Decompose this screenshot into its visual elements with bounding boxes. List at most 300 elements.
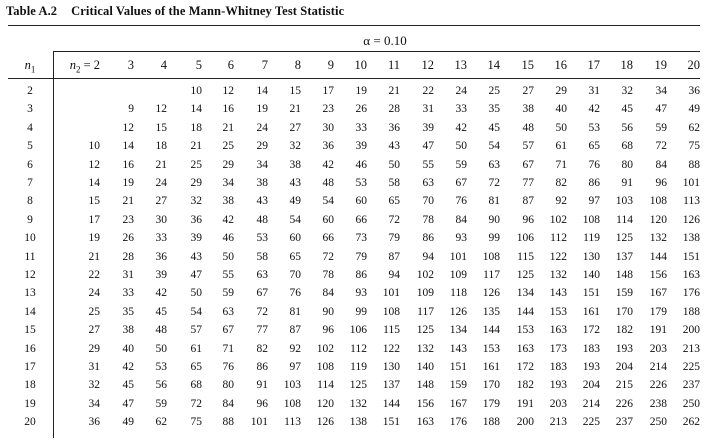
table-cell: 26 (122, 232, 134, 245)
table-cell: 101 (449, 250, 467, 263)
table-cell: 102 (416, 269, 434, 281)
table-cell: 14 (190, 103, 202, 116)
table-cell: 28 (122, 250, 134, 263)
table-cell: 31 (88, 361, 100, 373)
table-cell: 250 (682, 397, 700, 410)
table-cell: 112 (350, 342, 367, 355)
table-cell: 68 (190, 379, 202, 392)
table-cell: 46 (355, 158, 367, 171)
table-cell: 60 (322, 213, 334, 226)
table-cell: 122 (549, 250, 567, 263)
table-cell: 48 (522, 121, 534, 134)
table-cell: 76 (289, 287, 301, 300)
alpha-label: α = 0.10 (363, 33, 407, 48)
table-cell: 76 (222, 361, 234, 373)
table-cell: 59 (222, 287, 234, 300)
table-cell: 94 (388, 269, 400, 281)
table-cell: 48 (256, 213, 268, 226)
table-cell: 47 (190, 269, 202, 281)
table-cell: 93 (455, 232, 467, 245)
table-cell: 193 (615, 342, 633, 355)
table-cell: 134 (516, 287, 534, 300)
table-cell: 39 (422, 121, 434, 134)
table-cell: 62 (155, 416, 167, 429)
table-cell: 27 (289, 121, 301, 134)
table-cell: 193 (549, 379, 567, 392)
table-cell: 126 (482, 287, 500, 300)
table-cell: 183 (549, 361, 567, 373)
table-cell: 163 (516, 342, 534, 355)
table-cell: 215 (615, 379, 633, 392)
table-cell: 50 (222, 250, 234, 263)
table-cell: 204 (582, 379, 600, 392)
table-cell: 61 (190, 342, 202, 355)
table-cell: 151 (682, 250, 700, 263)
table-cell: 108 (582, 213, 600, 226)
table-cell: 43 (289, 177, 301, 189)
table-cell: 21 (122, 195, 134, 208)
table-cell: 54 (322, 195, 334, 208)
table-cell: 87 (289, 324, 301, 337)
table-cell: 63 (256, 269, 268, 281)
table-cell: 47 (122, 397, 134, 410)
table-cell: 34 (655, 85, 667, 97)
table-cell: 159 (615, 287, 633, 300)
table-cell: 42 (322, 158, 334, 171)
table-cell: 24 (155, 177, 167, 189)
table-cell: 50 (155, 342, 167, 355)
table-cell: 88 (222, 416, 234, 429)
table-cell: 34 (222, 177, 234, 189)
table-cell: 15 (289, 85, 301, 97)
table-cell: 237 (615, 416, 633, 429)
table-cell: 22 (88, 269, 100, 281)
table-cell: 25 (190, 158, 202, 171)
column-header: 14 (487, 58, 500, 72)
table-cell: 27 (88, 324, 100, 337)
table-cell: 173 (549, 342, 567, 355)
table-cell: 9 (128, 103, 134, 116)
table-cell: 66 (355, 213, 367, 226)
table-cell: 182 (615, 324, 633, 337)
table-cell: 102 (316, 342, 334, 355)
table-cell: 170 (482, 379, 500, 392)
table-cell: 78 (422, 213, 434, 226)
table-cell: 114 (616, 213, 633, 226)
table-cell: 108 (649, 195, 667, 208)
row-label-n1: 18 (24, 379, 36, 392)
table-cell: 188 (682, 305, 700, 318)
table-cell: 15 (88, 195, 100, 208)
table-cell: 82 (256, 342, 268, 355)
table-cell: 140 (582, 269, 600, 281)
table-cell: 135 (482, 305, 500, 318)
table-cell: 60 (355, 195, 367, 208)
row-label-n1: 3 (27, 103, 33, 116)
table-cell: 30 (155, 213, 167, 226)
table-cell: 65 (289, 250, 301, 263)
table-cell: 84 (655, 158, 667, 171)
table-cell: 101 (382, 287, 400, 300)
table-cell: 72 (256, 305, 268, 318)
column-header: 7 (261, 58, 268, 72)
table-cell: 77 (522, 177, 534, 189)
table-cell: 72 (190, 397, 202, 410)
table-cell: 112 (550, 232, 567, 245)
row-label-n1: 10 (24, 232, 36, 245)
table-cell: 120 (316, 397, 334, 410)
table-cell: 125 (516, 269, 534, 281)
table-cell: 36 (88, 416, 100, 429)
table-cell: 87 (522, 195, 534, 208)
table-title: Critical Values of the Mann-Whitney Test Statistic (71, 4, 345, 18)
table-cell: 115 (517, 250, 534, 263)
table-cell: 43 (256, 195, 268, 208)
row-label-n1: 12 (24, 269, 36, 281)
table-cell: 90 (488, 213, 500, 226)
table-cell: 125 (615, 232, 633, 245)
row-label-n1: 7 (27, 177, 33, 189)
table-cell: 23 (122, 213, 134, 226)
table-cell: 153 (516, 324, 534, 337)
table-cell: 67 (222, 324, 234, 337)
table-cell: 200 (516, 416, 534, 429)
table-cell: 84 (322, 287, 334, 300)
top-rule (8, 25, 700, 26)
table-cell: 109 (449, 269, 467, 281)
table-cell: 33 (122, 287, 134, 300)
table-cell: 33 (155, 232, 167, 245)
table-cell: 225 (582, 416, 600, 429)
table-cell: 21 (289, 103, 301, 116)
table-cell: 86 (256, 361, 268, 373)
table-cell: 153 (549, 305, 567, 318)
table-cell: 54 (190, 305, 202, 318)
table-cell: 67 (522, 158, 534, 171)
table-cell: 237 (682, 379, 700, 392)
table-cell: 108 (316, 361, 334, 373)
table-cell: 55 (422, 158, 434, 171)
table-cell: 106 (516, 232, 534, 245)
table-cell: 58 (388, 177, 400, 189)
table-cell: 81 (289, 305, 301, 318)
table-cell: 134 (449, 324, 467, 337)
alpha-underline (54, 51, 700, 52)
table-cell: 214 (582, 397, 600, 410)
table-cell: 32 (190, 195, 202, 208)
table-cell: 61 (555, 140, 567, 153)
table-cell: 96 (522, 213, 534, 226)
table-cell: 93 (355, 287, 367, 300)
table-cell: 130 (582, 250, 600, 263)
table-cell: 59 (655, 121, 667, 134)
table-cell: 56 (155, 379, 167, 392)
column-header: 16 (554, 58, 567, 72)
table-cell: 84 (222, 397, 234, 410)
table-cell: 143 (549, 287, 567, 300)
table-cell: 56 (621, 121, 633, 134)
table-cell: 156 (416, 397, 434, 410)
table-cell: 14 (122, 140, 134, 153)
table-cell: 96 (655, 177, 667, 189)
row-label-n1: 15 (24, 324, 36, 337)
row-label-n1: 20 (24, 416, 36, 429)
table-cell: 31 (122, 269, 134, 281)
table-cell: 63 (222, 305, 234, 318)
table-cell: 26 (355, 103, 367, 116)
table-cell: 78 (322, 269, 334, 281)
table-cell: 63 (422, 177, 434, 189)
table-cell: 36 (155, 250, 167, 263)
table-cell: 170 (615, 305, 633, 318)
column-header: 17 (587, 58, 600, 72)
table-cell: 12 (155, 103, 167, 116)
table-cell: 262 (682, 416, 700, 429)
table-cell: 12 (222, 85, 234, 97)
row-label-n1: 17 (24, 361, 36, 373)
table-cell: 73 (355, 232, 367, 245)
table-cell: 137 (615, 250, 633, 263)
table-cell: 16 (222, 103, 234, 116)
table-cell: 203 (549, 397, 567, 410)
table-cell: 108 (283, 397, 301, 410)
table-cell: 63 (488, 158, 500, 171)
table-cell: 53 (155, 361, 167, 373)
table-cell: 200 (682, 324, 700, 337)
table-cell: 84 (455, 213, 467, 226)
table-cell: 31 (422, 103, 434, 116)
table-cell: 151 (582, 287, 600, 300)
table-cell: 144 (649, 250, 667, 263)
table-cell: 19 (355, 85, 367, 97)
table-cell: 30 (322, 121, 334, 134)
table-cell: 203 (649, 342, 667, 355)
column-header: 10 (354, 58, 367, 72)
table-cell: 167 (449, 397, 467, 410)
column-header: 3 (127, 58, 134, 72)
table-cell: 119 (350, 361, 367, 373)
table-cell: 87 (388, 250, 400, 263)
table-cell: 138 (682, 232, 700, 245)
table-cell: 55 (222, 269, 234, 281)
table-cell: 115 (383, 324, 400, 337)
table-cell: 75 (190, 416, 202, 429)
table-cell: 58 (256, 250, 268, 263)
column-header: 18 (620, 58, 633, 72)
table-cell: 24 (256, 121, 268, 134)
table-cell: 38 (222, 195, 234, 208)
table-cell: 108 (382, 305, 400, 318)
table-cell: 214 (649, 361, 667, 373)
table-cell: 50 (190, 287, 202, 300)
table-cell: 140 (416, 361, 434, 373)
table-cell: 172 (582, 324, 600, 337)
table-cell: 250 (649, 416, 667, 429)
table-cell: 79 (388, 232, 400, 245)
table-cell: 65 (190, 361, 202, 373)
table-cell: 36 (688, 85, 700, 97)
table-cell: 45 (621, 103, 633, 116)
table-cell: 114 (317, 379, 334, 392)
n1-header: $n_1$ (24, 58, 36, 75)
table-cell: 91 (621, 177, 633, 189)
column-header: 19 (654, 58, 667, 72)
table-cell: 50 (555, 121, 567, 134)
table-cell: 66 (322, 232, 334, 245)
table-cell: 225 (682, 361, 700, 373)
table-cell: 35 (122, 305, 134, 318)
table-cell: 113 (683, 195, 700, 208)
table-cell: 144 (516, 305, 534, 318)
table-cell: 31 (588, 85, 600, 97)
table-cell: 80 (222, 379, 234, 392)
table-cell: 65 (388, 195, 400, 208)
table-cell: 47 (655, 103, 667, 116)
table-cell: 57 (190, 324, 202, 337)
column-header: 6 (227, 58, 234, 72)
table-cell: 97 (588, 195, 600, 208)
table-cell: 67 (256, 287, 268, 300)
table-cell: 151 (382, 416, 400, 429)
table-cell: 53 (256, 232, 268, 245)
table-cell: 39 (190, 232, 202, 245)
table-cell: 17 (322, 85, 334, 97)
table-cell: 113 (284, 416, 301, 429)
row-label-n1: 14 (24, 305, 36, 318)
row-label-n1: 11 (24, 250, 36, 263)
table-cell: 86 (422, 232, 434, 245)
table-cell: 72 (322, 250, 334, 263)
table-cell: 59 (455, 158, 467, 171)
table-cell: 90 (322, 305, 334, 318)
column-header: 11 (387, 58, 400, 72)
table-cell: 72 (655, 140, 667, 153)
table-number: Table A.2 (6, 4, 58, 18)
table-cell: 42 (455, 121, 467, 134)
column-header: 12 (421, 58, 434, 72)
table-cell: 29 (88, 342, 100, 355)
table-cell: 34 (88, 397, 100, 410)
table-cell: 59 (155, 397, 167, 410)
table-cell: 49 (289, 195, 301, 208)
table-cell: 46 (222, 232, 234, 245)
table-cell: 12 (122, 121, 134, 134)
table-cell: 159 (449, 379, 467, 392)
table-cell: 38 (522, 103, 534, 116)
table-caption (6, 4, 344, 19)
table-cell: 23 (322, 103, 334, 116)
row-label-n1: 19 (24, 397, 36, 410)
column-header: 4 (160, 58, 167, 72)
table-cell: 36 (190, 213, 202, 226)
table-cell: 67 (455, 177, 467, 189)
table-cell: 183 (582, 342, 600, 355)
table-cell: 14 (88, 177, 100, 189)
table-cell: 191 (649, 324, 667, 337)
table-cell: 32 (289, 140, 301, 153)
table-cell: 106 (349, 324, 367, 337)
table-cell: 45 (155, 305, 167, 318)
table-cell: 99 (355, 305, 367, 318)
table-cell: 49 (122, 416, 134, 429)
row-label-n1: 16 (24, 342, 36, 355)
table-cell: 45 (122, 379, 134, 392)
table-cell: 92 (555, 195, 567, 208)
table-cell: 126 (316, 416, 334, 429)
table-cell: 25 (88, 305, 100, 318)
table-cell: 15 (155, 121, 167, 134)
table-cell: 36 (388, 121, 400, 134)
table-cell: 39 (155, 269, 167, 281)
table-cell: 18 (190, 121, 202, 134)
table-cell: 40 (122, 342, 134, 355)
table-cell: 27 (522, 85, 534, 97)
table-cell: 34 (256, 158, 268, 171)
table-cell: 21 (222, 121, 234, 134)
column-header: 8 (294, 58, 301, 72)
table-cell: 126 (682, 213, 700, 226)
table-cell: 161 (582, 305, 600, 318)
table-cell: 138 (349, 416, 367, 429)
table-cell: 38 (289, 158, 301, 171)
stub-divider (53, 51, 54, 438)
table-cell: 109 (416, 287, 434, 300)
table-cell: 29 (555, 85, 567, 97)
table-cell: 14 (256, 85, 268, 97)
table-cell: 75 (688, 140, 700, 153)
table-cell: 29 (190, 177, 202, 189)
table-cell: 103 (283, 379, 301, 392)
table-cell: 77 (256, 324, 268, 337)
table-cell: 33 (355, 121, 367, 134)
table-cell: 151 (449, 361, 467, 373)
table-cell: 191 (516, 397, 534, 410)
table-cell: 144 (482, 324, 500, 337)
table-cell: 71 (555, 158, 567, 171)
header-rule (8, 78, 700, 79)
table-cell: 179 (482, 397, 500, 410)
table-cell: 43 (388, 140, 400, 153)
row-label-n1: 6 (27, 158, 33, 171)
table-cell: 25 (488, 85, 500, 97)
table-cell: 193 (582, 361, 600, 373)
table-cell: 82 (555, 177, 567, 189)
table-cell: 99 (488, 232, 500, 245)
table-cell: 72 (488, 177, 500, 189)
column-header: 9 (327, 58, 334, 72)
table-cell: 163 (416, 416, 434, 429)
table-cell: 167 (649, 287, 667, 300)
table-cell: 132 (349, 397, 367, 410)
table-cell: 132 (549, 269, 567, 281)
column-header: 13 (454, 58, 467, 72)
table-cell: 70 (422, 195, 434, 208)
row-label-n1: 4 (27, 121, 33, 134)
table-cell: 125 (349, 379, 367, 392)
table-cell: 148 (416, 379, 434, 392)
table-cell: 38 (122, 324, 134, 337)
table-cell: 18 (155, 140, 167, 153)
row-label-n1: 13 (24, 287, 36, 300)
table-cell: 161 (482, 361, 500, 373)
table-cell: 29 (256, 140, 268, 153)
table-cell: 17 (88, 213, 100, 226)
table-cell: 19 (122, 177, 134, 189)
column-header: 5 (195, 58, 202, 72)
row-label-n1: 9 (27, 213, 33, 226)
table-cell: 101 (682, 177, 700, 189)
table-cell: 96 (256, 397, 268, 410)
